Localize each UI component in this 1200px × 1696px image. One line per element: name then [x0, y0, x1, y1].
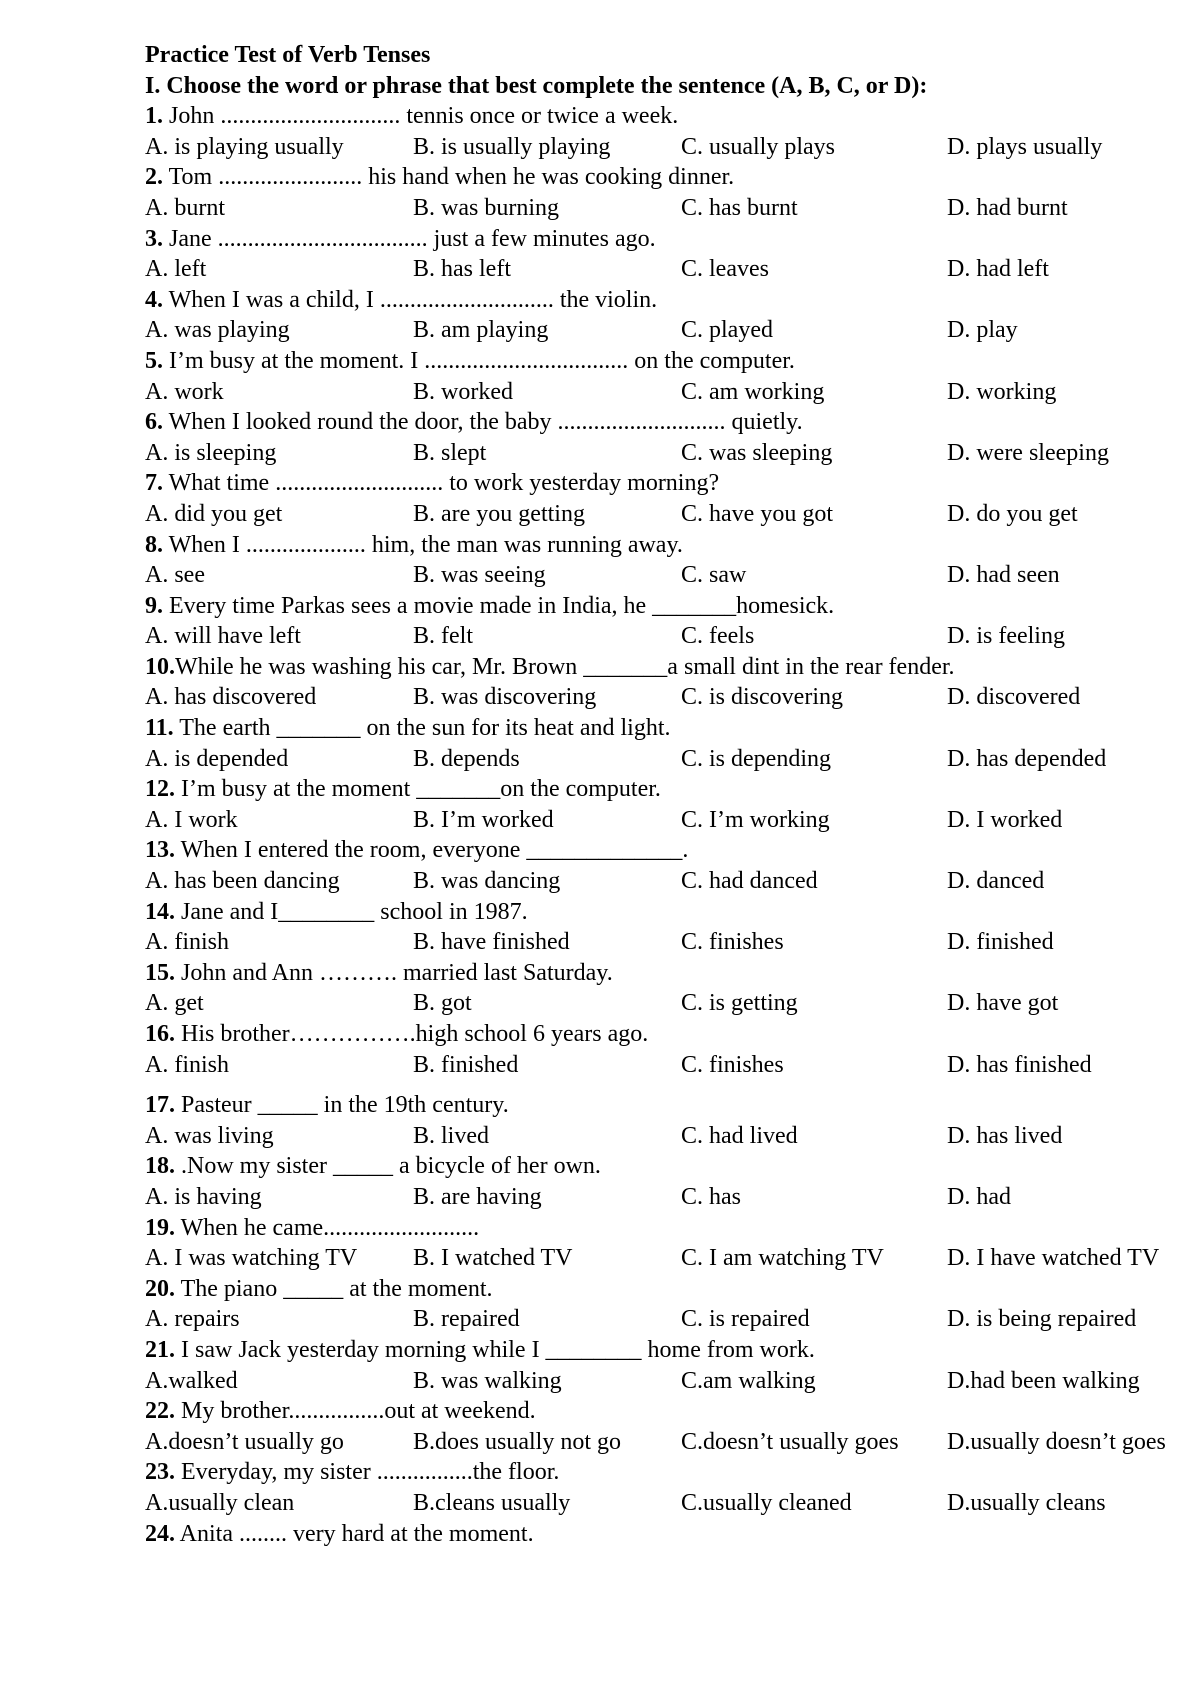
answer-options: [145, 988, 1195, 1019]
question-stem: The earth _______ on the sun for its heat and light.: [173, 715, 671, 742]
option-c: C. is discovering: [681, 684, 843, 711]
document-page: [145, 40, 1195, 1549]
option-d: D. is being repaired: [947, 1306, 1137, 1333]
option-b: B. am playing: [413, 317, 549, 344]
option-c: C. am working: [681, 378, 825, 405]
option-c: C. saw: [681, 562, 747, 589]
option-c: C. has: [681, 1183, 741, 1210]
answer-options: [145, 499, 1195, 530]
question-stem: Jane and I________ school in 1987.: [175, 898, 528, 925]
option-d: D. had seen: [947, 562, 1060, 589]
option-b: B. was burning: [413, 194, 559, 221]
option-a: A. has been dancing: [145, 868, 340, 895]
question-stem: I’m busy at the moment. I .................................. on the computer.: [163, 347, 795, 374]
option-b: B. lived: [413, 1122, 489, 1149]
option-c: C. is repaired: [681, 1306, 810, 1333]
question-text: [145, 1396, 1195, 1427]
option-a: A. work: [145, 378, 224, 405]
option-a: A. has discovered: [145, 684, 317, 711]
question-number: 11.: [145, 715, 174, 742]
option-c: C. feels: [681, 623, 755, 650]
question-number: 6.: [145, 409, 163, 436]
section-instruction: I. Choose the word or phrase that best complete the sentence (A, B, C, or D):: [145, 72, 928, 99]
question-stem: John and Ann ………. married last Saturday.: [175, 959, 613, 986]
question-number: 1.: [145, 103, 163, 130]
question-number: 19.: [145, 1214, 175, 1241]
question-text: [145, 1519, 1195, 1550]
question-stem: I saw Jack yesterday morning while I ________ home from work.: [175, 1336, 815, 1363]
answer-options: [145, 254, 1195, 285]
answer-options: [145, 438, 1195, 469]
option-c: C. was sleeping: [681, 439, 833, 466]
option-a: A. see: [145, 562, 205, 589]
question-number: 10.: [145, 653, 175, 680]
question-stem: My brother................out at weekend.: [175, 1398, 536, 1425]
question-text: [145, 101, 1195, 132]
option-a: A. I was watching TV: [145, 1245, 358, 1272]
option-a: A.walked: [145, 1367, 238, 1394]
option-d: D. I worked: [947, 806, 1063, 833]
option-d: D. have got: [947, 990, 1059, 1017]
option-c: C.doesn’t usually goes: [681, 1428, 899, 1455]
option-d: D. do you get: [947, 500, 1078, 527]
question-number: 9.: [145, 592, 163, 619]
option-b: B. depends: [413, 745, 520, 772]
question-item: [145, 1151, 1195, 1212]
option-c: C. has burnt: [681, 194, 798, 221]
answer-options: [145, 1182, 1195, 1213]
option-b: B. I watched TV: [413, 1245, 573, 1272]
question-text: [145, 468, 1195, 499]
option-d: D. has lived: [947, 1122, 1063, 1149]
question-number: 24.: [145, 1520, 175, 1547]
question-item: [145, 101, 1195, 162]
question-number: 5.: [145, 347, 163, 374]
question-item: [145, 1335, 1195, 1396]
question-text: [145, 285, 1195, 316]
option-b: B. have finished: [413, 929, 570, 956]
question-item: [145, 652, 1195, 713]
question-text: [145, 346, 1195, 377]
question-item: [145, 958, 1195, 1019]
answer-options: [145, 1427, 1195, 1458]
option-a: A. is sleeping: [145, 439, 277, 466]
option-b: B. felt: [413, 623, 473, 650]
question-number: 18.: [145, 1153, 175, 1180]
option-b: B. was discovering: [413, 684, 597, 711]
question-item: [145, 530, 1195, 591]
question-number: 15.: [145, 959, 175, 986]
answer-options: [145, 866, 1195, 897]
answer-options: [145, 1050, 1195, 1081]
option-c: C. leaves: [681, 256, 769, 283]
option-a: A. burnt: [145, 194, 225, 221]
question-item: [145, 1519, 1195, 1550]
question-list: [145, 101, 1195, 1549]
option-c: C. I’m working: [681, 806, 830, 833]
question-text: [145, 530, 1195, 561]
question-text: [145, 774, 1195, 805]
option-d: D. finished: [947, 929, 1054, 956]
question-item: [145, 162, 1195, 223]
question-stem: Everyday, my sister ................the floor.: [175, 1459, 560, 1486]
question-item: [145, 346, 1195, 407]
option-b: B. was walking: [413, 1367, 562, 1394]
question-item: [145, 1090, 1195, 1151]
option-b: B. repaired: [413, 1306, 520, 1333]
option-c: C. is getting: [681, 990, 798, 1017]
answer-options: [145, 682, 1195, 713]
question-number: 22.: [145, 1398, 175, 1425]
question-text: [145, 162, 1195, 193]
question-text: [145, 224, 1195, 255]
option-c: C. finishes: [681, 1051, 784, 1078]
question-text: [145, 1151, 1195, 1182]
question-item: [145, 224, 1195, 285]
option-c: C.am walking: [681, 1367, 816, 1394]
question-item: [145, 835, 1195, 896]
question-item: [145, 1274, 1195, 1335]
option-c: C. had danced: [681, 868, 818, 895]
question-item: [145, 1396, 1195, 1457]
question-text: [145, 591, 1195, 622]
answer-options: [145, 1243, 1195, 1274]
option-b: B. are having: [413, 1183, 542, 1210]
option-a: A.doesn’t usually go: [145, 1428, 344, 1455]
answer-options: [145, 1304, 1195, 1335]
question-stem: Jane ................................... just a few minutes ago.: [163, 225, 656, 252]
option-d: D. had burnt: [947, 194, 1068, 221]
question-item: [145, 1457, 1195, 1518]
option-c: C.usually cleaned: [681, 1489, 852, 1516]
option-a: A. is depended: [145, 745, 289, 772]
question-stem: John .............................. tennis once or twice a week.: [163, 103, 679, 130]
question-number: 21.: [145, 1336, 175, 1363]
answer-options: [145, 621, 1195, 652]
answer-options: [145, 193, 1195, 224]
answer-options: [145, 377, 1195, 408]
question-number: 16.: [145, 1021, 175, 1047]
option-d: D. danced: [947, 868, 1045, 895]
question-stem: His brother…………….high school 6 years ago.: [175, 1021, 649, 1047]
option-c: C. had lived: [681, 1122, 798, 1149]
option-a: A. did you get: [145, 500, 283, 527]
question-text: [145, 1090, 1195, 1121]
question-text: [145, 1335, 1195, 1366]
option-a: A.usually clean: [145, 1489, 295, 1516]
question-text: [145, 958, 1195, 989]
option-a: A. is playing usually: [145, 133, 344, 160]
answer-options: [145, 927, 1195, 958]
question-number: 7.: [145, 470, 163, 497]
question-stem: When he came..........................: [175, 1214, 480, 1241]
question-stem: Anita ........ very hard at the moment.: [175, 1520, 534, 1547]
question-item: [145, 774, 1195, 835]
question-stem: While he was washing his car, Mr. Brown _______a small dint in the rear fender.: [175, 653, 955, 680]
question-item: [145, 1213, 1195, 1274]
question-number: 4.: [145, 286, 163, 313]
question-text: [145, 1213, 1195, 1244]
option-a: A. repairs: [145, 1306, 240, 1333]
option-a: A. will have left: [145, 623, 301, 650]
question-text: [145, 652, 1195, 683]
question-number: 13.: [145, 837, 175, 864]
option-d: D. had left: [947, 256, 1049, 283]
option-b: B.cleans usually: [413, 1489, 571, 1516]
option-a: A. I work: [145, 806, 238, 833]
option-c: C. played: [681, 317, 773, 344]
question-stem: When I was a child, I ............................. the violin.: [163, 286, 658, 313]
question-stem: .Now my sister _____ a bicycle of her own.: [175, 1153, 601, 1180]
option-a: A. left: [145, 256, 207, 283]
option-b: B. has left: [413, 256, 511, 283]
option-d: D. has finished: [947, 1051, 1092, 1078]
option-d: D. has depended: [947, 745, 1107, 772]
answer-options: [145, 315, 1195, 346]
answer-options: [145, 560, 1195, 591]
option-b: B. was seeing: [413, 562, 546, 589]
question-stem: What time ............................ to work yesterday morning?: [163, 470, 720, 497]
option-d: D. discovered: [947, 684, 1081, 711]
question-number: 20.: [145, 1275, 175, 1302]
option-a: A. finish: [145, 929, 229, 956]
option-c: C. I am watching TV: [681, 1245, 884, 1272]
question-text: [145, 713, 1195, 744]
question-text: [145, 1457, 1195, 1488]
option-c: C. is depending: [681, 745, 831, 772]
option-d: D. had: [947, 1183, 1011, 1210]
option-a: A. was living: [145, 1122, 274, 1149]
option-d: D.usually cleans: [947, 1489, 1106, 1516]
question-stem: I’m busy at the moment _______on the computer.: [175, 776, 661, 803]
question-number: 8.: [145, 531, 163, 558]
option-d: D.usually doesn’t goes: [947, 1428, 1166, 1455]
question-text: [145, 835, 1195, 866]
option-b: B. is usually playing: [413, 133, 611, 160]
question-stem: The piano _____ at the moment.: [175, 1275, 493, 1302]
option-b: B. got: [413, 990, 472, 1017]
answer-options: [145, 1121, 1195, 1152]
question-stem: When I looked round the door, the baby ............................ quietly.: [163, 409, 803, 436]
answer-options: [145, 744, 1195, 775]
question-stem: Pasteur _____ in the 19th century.: [175, 1092, 509, 1119]
option-d: D. were sleeping: [947, 439, 1109, 466]
option-a: A. is having: [145, 1183, 262, 1210]
answer-options: [145, 805, 1195, 836]
option-b: B. I’m worked: [413, 806, 554, 833]
page-title: Practice Test of Verb Tenses: [145, 42, 431, 68]
question-number: 17.: [145, 1092, 175, 1119]
option-a: A. finish: [145, 1051, 229, 1078]
question-item: [145, 1019, 1195, 1080]
question-item: [145, 468, 1195, 529]
question-item: [145, 591, 1195, 652]
question-item: [145, 713, 1195, 774]
answer-options: [145, 1366, 1195, 1397]
option-d: D. play: [947, 317, 1018, 344]
question-number: 2.: [145, 164, 163, 191]
question-stem: When I entered the room, everyone _____________.: [175, 837, 689, 864]
option-b: B. finished: [413, 1051, 519, 1078]
option-d: D.had been walking: [947, 1367, 1140, 1394]
option-b: B. are you getting: [413, 500, 585, 527]
question-item: [145, 285, 1195, 346]
question-text: [145, 1274, 1195, 1305]
question-number: 3.: [145, 225, 163, 252]
option-b: B. was dancing: [413, 868, 561, 895]
question-text: [145, 897, 1195, 928]
option-b: B.does usually not go: [413, 1428, 621, 1455]
question-number: 12.: [145, 776, 175, 803]
option-d: D. I have watched TV: [947, 1245, 1160, 1272]
option-a: A. was playing: [145, 317, 290, 344]
option-b: B. worked: [413, 378, 513, 405]
question-item: [145, 897, 1195, 958]
option-c: C. have you got: [681, 500, 833, 527]
option-c: C. finishes: [681, 929, 784, 956]
option-d: D. is feeling: [947, 623, 1065, 650]
option-a: A. get: [145, 990, 204, 1017]
question-stem: Every time Parkas sees a movie made in India, he _______homesick.: [163, 592, 835, 619]
option-d: D. working: [947, 378, 1057, 405]
answer-options: [145, 132, 1195, 163]
question-text: [145, 407, 1195, 438]
option-b: B. slept: [413, 439, 487, 466]
question-number: 14.: [145, 898, 175, 925]
option-c: C. usually plays: [681, 133, 835, 160]
option-d: D. plays usually: [947, 133, 1103, 160]
question-item: [145, 407, 1195, 468]
question-text: [145, 1019, 1195, 1050]
question-stem: When I .................... him, the man was running away.: [163, 531, 683, 558]
answer-options: [145, 1488, 1195, 1519]
question-stem: Tom ........................ his hand when he was cooking dinner.: [163, 164, 735, 191]
question-number: 23.: [145, 1459, 175, 1486]
